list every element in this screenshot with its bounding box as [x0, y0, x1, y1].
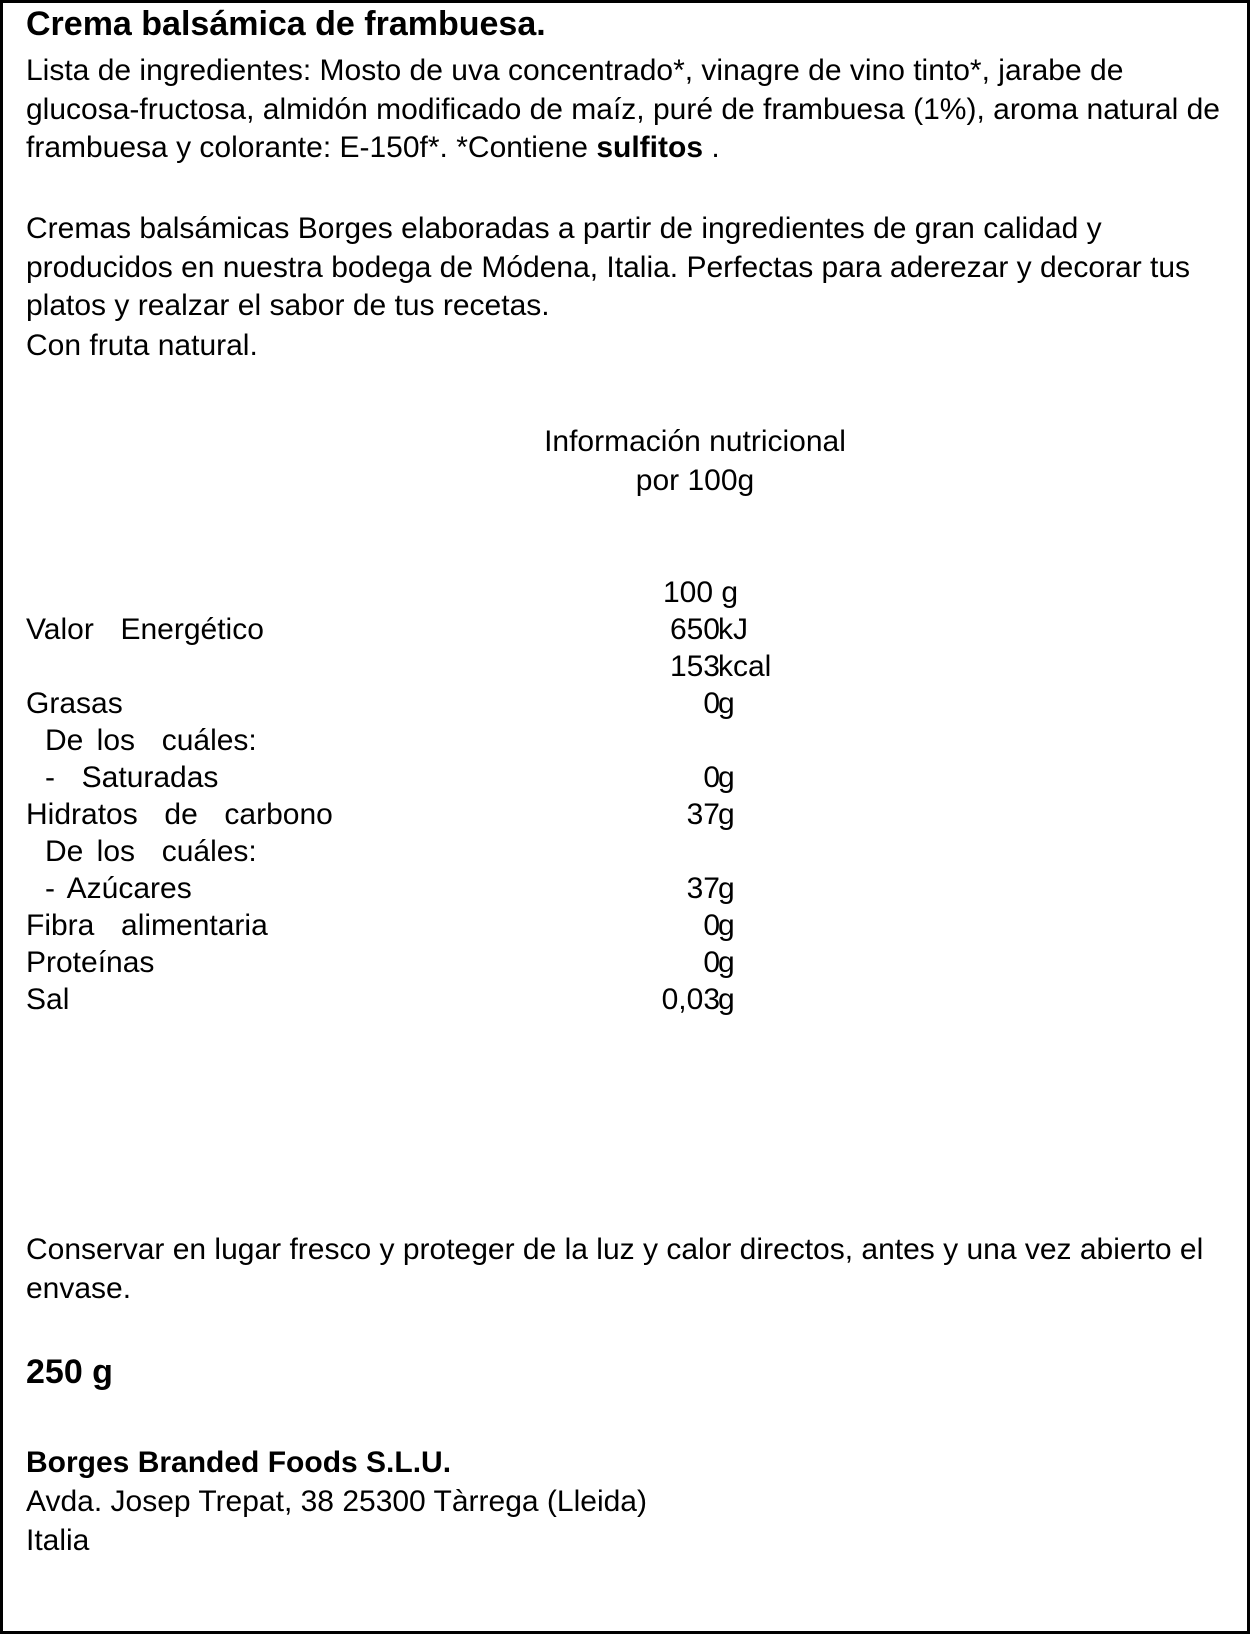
product-title: Crema balsámica de frambuesa. — [26, 5, 546, 43]
nutrition-row-unit: kcal — [718, 650, 772, 683]
net-weight: 250 g — [26, 1353, 113, 1391]
storage-instructions: Conservar en lugar fresco y proteger de la luz y calor directos, antes y una vez abierto el envase. — [26, 1233, 1204, 1305]
nutrition-row-value: 0 — [703, 909, 720, 942]
nutrition-row-label: Hidratos de carbono — [26, 798, 333, 831]
ingredients-tail: . — [703, 131, 720, 164]
nutrition-row-label: De los cuáles: — [45, 724, 257, 757]
nutrition-row-unit: g — [718, 909, 735, 942]
nutrition-row-value: 650 — [669, 613, 720, 646]
nutrition-row-unit: g — [718, 946, 735, 979]
nutrition-row-label: - Saturadas — [45, 761, 219, 794]
nutrition-row-value: 37 — [686, 798, 720, 831]
fruit-note: Con fruta natural. — [26, 329, 258, 362]
nutrition-per: por 100g — [635, 464, 755, 497]
product-description: Cremas balsámicas Borges elaboradas a partir de ingredientes de gran calidad y producidos en nuestra bodega de Módena, Italia. Perfectas para aderezar y decorar tus platos y realzar el sabor de tus recetas. — [26, 212, 1191, 322]
nutrition-row-label: Valor Energético — [26, 613, 264, 646]
nutrition-row-value: 0 — [703, 761, 720, 794]
nutrition-row-unit: g — [718, 687, 735, 720]
nutrition-row-label: Fibra alimentaria — [26, 909, 268, 942]
nutrition-column-header: 100 g — [663, 576, 739, 609]
nutrition-row-unit: kJ — [718, 613, 748, 646]
nutrition-row-value: 0,03 — [661, 983, 720, 1016]
ingredients-list — [26, 52, 1226, 168]
nutrition-row-value: 153 — [669, 650, 720, 683]
allergen-sulfitos: sulfitos — [596, 131, 703, 164]
ingredients-text: Lista de ingredientes: Mosto de uva concentrado*, vinagre de vino tinto*, jarabe de glucosa-fructosa, almidón modificado de maíz, puré de frambuesa (1%), aroma natural de frambuesa y colorante: E-150f*. *Contiene — [26, 54, 1220, 164]
nutrition-row-unit: g — [718, 761, 735, 794]
nutrition-row-label: Sal — [26, 983, 70, 1016]
nutrition-row-value: 0 — [703, 946, 720, 979]
nutrition-row-unit: g — [718, 983, 735, 1016]
nutrition-row-label: Grasas — [26, 687, 123, 720]
nutrition-row-value: 0 — [703, 687, 720, 720]
nutrition-row-label: Proteínas — [26, 946, 155, 979]
company-name: Borges Branded Foods S.L.U. — [26, 1446, 452, 1479]
nutrition-row-label: De los cuáles: — [45, 835, 257, 868]
company-address: Avda. Josep Trepat, 38 25300 Tàrrega (Lleida) — [26, 1485, 647, 1518]
nutrition-heading: Información nutricional — [544, 425, 846, 458]
nutrition-row-value: 37 — [686, 872, 720, 905]
nutrition-row-label: - Azúcares — [45, 872, 192, 905]
nutrition-row-unit: g — [718, 872, 735, 905]
company-country: Italia — [26, 1524, 90, 1557]
nutrition-row-unit: g — [718, 798, 735, 831]
